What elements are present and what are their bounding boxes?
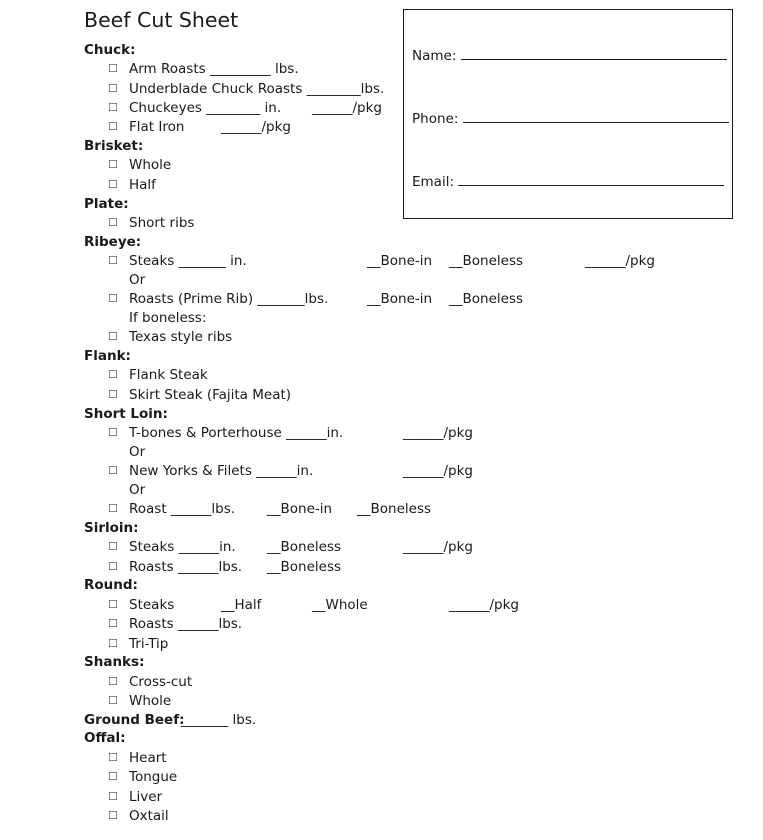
checkbox-tritip[interactable]: ☐ bbox=[108, 637, 118, 650]
item-round_steaks-part-3[interactable]: __Whole bbox=[312, 597, 368, 613]
checkbox-round_steaks[interactable]: ☐ bbox=[108, 598, 118, 611]
item-flatiron-part-2[interactable]: ______/pkg bbox=[221, 119, 292, 135]
item-heart-part-1: Heart bbox=[129, 750, 167, 766]
item-oxtail bbox=[129, 807, 729, 825]
item-tritip-part-1: Tri-Tip bbox=[129, 636, 169, 652]
item-sirloin_roasts-part-1: Roasts ______lbs. bbox=[129, 559, 243, 575]
item-sl_roast-part-1: Roast ______lbs. bbox=[129, 501, 236, 517]
item-tritip bbox=[129, 635, 729, 653]
item-tbones-part-1: T-bones & Porterhouse ______in. bbox=[129, 425, 344, 441]
checkbox-half_brisket[interactable]: ☐ bbox=[108, 178, 118, 191]
checkbox-texas_ribs[interactable]: ☐ bbox=[108, 330, 118, 343]
page-title: Beef Cut Sheet bbox=[84, 8, 239, 32]
item-sl_roast-part-3[interactable]: __Boneless bbox=[357, 501, 432, 517]
section-heading-shanks: Shanks: bbox=[84, 654, 145, 670]
checkbox-oxtail[interactable]: ☐ bbox=[108, 809, 118, 822]
item-ribeye_or bbox=[129, 271, 729, 289]
item-sirloin_steaks bbox=[129, 538, 729, 556]
item-sl_or2 bbox=[129, 481, 729, 499]
item-liver bbox=[129, 788, 729, 806]
item-flank_steak-part-1: Flank Steak bbox=[129, 367, 208, 383]
name-blank[interactable] bbox=[461, 46, 727, 60]
item-sirloin_roasts-part-2[interactable]: __Boneless bbox=[267, 559, 342, 575]
checkbox-round_roasts[interactable]: ☐ bbox=[108, 617, 118, 630]
item-sl_or1 bbox=[129, 443, 729, 461]
item-ribeye_steaks-part-4[interactable]: ______/pkg bbox=[585, 253, 656, 269]
item-crosscut bbox=[129, 673, 729, 691]
section-heading-sirloin: Sirloin: bbox=[84, 520, 139, 536]
item-sl_roast-part-2[interactable]: __Bone-in bbox=[267, 501, 333, 517]
item-arm-part-1: Arm Roasts _________ lbs. bbox=[129, 61, 299, 77]
item-round_steaks bbox=[129, 596, 729, 614]
item-nyfilets bbox=[129, 462, 729, 480]
phone-label: Phone: bbox=[412, 111, 459, 127]
item-chuckeyes-part-2[interactable]: ______/pkg bbox=[312, 100, 383, 116]
item-skirt_steak bbox=[129, 386, 729, 404]
item-nyfilets-part-2[interactable]: ______/pkg bbox=[403, 463, 474, 479]
item-texas_ribs bbox=[129, 328, 729, 346]
item-flank_steak bbox=[129, 366, 729, 384]
item-round_roasts bbox=[129, 615, 729, 633]
section-heading-ground-beef: Ground Beef: bbox=[84, 712, 185, 728]
checkbox-sl_roast[interactable]: ☐ bbox=[108, 502, 118, 515]
item-flatiron-part-1: Flat Iron bbox=[129, 119, 185, 135]
item-round_steaks-part-2[interactable]: __Half bbox=[221, 597, 262, 613]
section-heading-plate: Plate: bbox=[84, 196, 129, 212]
checkbox-sirloin_steaks[interactable]: ☐ bbox=[108, 540, 118, 553]
item-if_boneless bbox=[129, 309, 729, 327]
item-nyfilets-part-1: New Yorks & Filets ______in. bbox=[129, 463, 314, 479]
checkbox-whole_brisket[interactable]: ☐ bbox=[108, 158, 118, 171]
item-prime_rib bbox=[129, 290, 729, 308]
item-whole_brisket bbox=[129, 156, 729, 174]
item-prime_rib-part-1: Roasts (Prime Rib) _______lbs. bbox=[129, 291, 329, 307]
item-heart bbox=[129, 749, 729, 767]
item-liver-part-1: Liver bbox=[129, 789, 163, 805]
item-oxtail-part-1: Oxtail bbox=[129, 808, 169, 824]
item-ribeye_steaks bbox=[129, 252, 729, 270]
item-tbones-part-2[interactable]: ______/pkg bbox=[403, 425, 474, 441]
item-sirloin_steaks-part-1: Steaks ______in. bbox=[129, 539, 236, 555]
item-round_steaks-part-1: Steaks bbox=[129, 597, 175, 613]
name-label: Name: bbox=[412, 48, 457, 64]
checkbox-arm[interactable]: ☐ bbox=[108, 62, 118, 75]
item-whole_brisket-part-1: Whole bbox=[129, 157, 172, 173]
item-sirloin_steaks-part-3[interactable]: ______/pkg bbox=[403, 539, 474, 555]
checkbox-shank_whole[interactable]: ☐ bbox=[108, 694, 118, 707]
item-round_roasts-part-1: Roasts ______lbs. bbox=[129, 616, 243, 632]
item-ribeye_steaks-part-3[interactable]: __Boneless bbox=[449, 253, 524, 269]
item-ribeye_steaks-part-1: Steaks _______ in. bbox=[129, 253, 247, 269]
item-chuckeyes-part-1: Chuckeyes ________ in. bbox=[129, 100, 282, 116]
item-shortribs bbox=[129, 214, 729, 232]
checkbox-chuckeyes[interactable]: ☐ bbox=[108, 101, 118, 114]
item-sl_or1-part-1: Or bbox=[129, 444, 146, 460]
item-arm bbox=[129, 60, 729, 78]
item-tongue bbox=[129, 768, 729, 786]
checkbox-ribeye_steaks[interactable]: ☐ bbox=[108, 254, 118, 267]
item-shank_whole bbox=[129, 692, 729, 710]
checkbox-heart[interactable]: ☐ bbox=[108, 751, 118, 764]
item-sl_roast bbox=[129, 500, 729, 518]
checkbox-tongue[interactable]: ☐ bbox=[108, 770, 118, 783]
section-heading-chuck: Chuck: bbox=[84, 42, 136, 58]
section-heading-round: Round: bbox=[84, 577, 138, 593]
section-heading-flank: Flank: bbox=[84, 348, 131, 364]
checkbox-flatiron[interactable]: ☐ bbox=[108, 120, 118, 133]
item-sirloin_steaks-part-2[interactable]: __Boneless bbox=[267, 539, 342, 555]
item-prime_rib-part-3[interactable]: __Boneless bbox=[449, 291, 524, 307]
item-flatiron bbox=[129, 118, 729, 136]
item-chuckeyes bbox=[129, 99, 729, 117]
item-tbones bbox=[129, 424, 729, 442]
item-texas_ribs-part-1: Texas style ribs bbox=[129, 329, 233, 345]
checkbox-underblade[interactable]: ☐ bbox=[108, 82, 118, 95]
checkbox-tbones[interactable]: ☐ bbox=[108, 426, 118, 439]
item-half_brisket bbox=[129, 176, 729, 194]
item-underblade-part-1: Underblade Chuck Roasts ________lbs. bbox=[129, 81, 385, 97]
item-sl_or2-part-1: Or bbox=[129, 482, 146, 498]
section-heading-short-loin: Short Loin: bbox=[84, 406, 168, 422]
ground-beef-weight-blank[interactable]: _______ lbs. bbox=[181, 712, 257, 728]
item-ribeye_steaks-part-2[interactable]: __Bone-in bbox=[367, 253, 433, 269]
section-heading-ribeye: Ribeye: bbox=[84, 234, 142, 250]
item-ribeye_or-part-1: Or bbox=[129, 272, 146, 288]
checkbox-flank_steak[interactable]: ☐ bbox=[108, 368, 118, 381]
item-half_brisket-part-1: Half bbox=[129, 177, 156, 193]
checkbox-nyfilets[interactable]: ☐ bbox=[108, 464, 118, 477]
item-underblade bbox=[129, 80, 729, 98]
item-tongue-part-1: Tongue bbox=[129, 769, 178, 785]
checkbox-skirt_steak[interactable]: ☐ bbox=[108, 388, 118, 401]
section-heading-offal: Offal: bbox=[84, 730, 126, 746]
checkbox-liver[interactable]: ☐ bbox=[108, 790, 118, 803]
item-prime_rib-part-2[interactable]: __Bone-in bbox=[367, 291, 433, 307]
checkbox-prime_rib[interactable]: ☐ bbox=[108, 292, 118, 305]
item-skirt_steak-part-1: Skirt Steak (Fajita Meat) bbox=[129, 387, 292, 403]
section-heading-brisket: Brisket: bbox=[84, 138, 144, 154]
item-shank_whole-part-1: Whole bbox=[129, 693, 172, 709]
item-sirloin_roasts bbox=[129, 558, 729, 576]
item-round_steaks-part-4[interactable]: ______/pkg bbox=[449, 597, 520, 613]
checkbox-crosscut[interactable]: ☐ bbox=[108, 675, 118, 688]
checkbox-sirloin_roasts[interactable]: ☐ bbox=[108, 560, 118, 573]
item-shortribs-part-1: Short ribs bbox=[129, 215, 195, 231]
checkbox-shortribs[interactable]: ☐ bbox=[108, 216, 118, 229]
item-if_boneless-part-1: If boneless: bbox=[129, 310, 207, 326]
email-label: Email: bbox=[412, 174, 455, 190]
item-crosscut-part-1: Cross-cut bbox=[129, 674, 193, 690]
